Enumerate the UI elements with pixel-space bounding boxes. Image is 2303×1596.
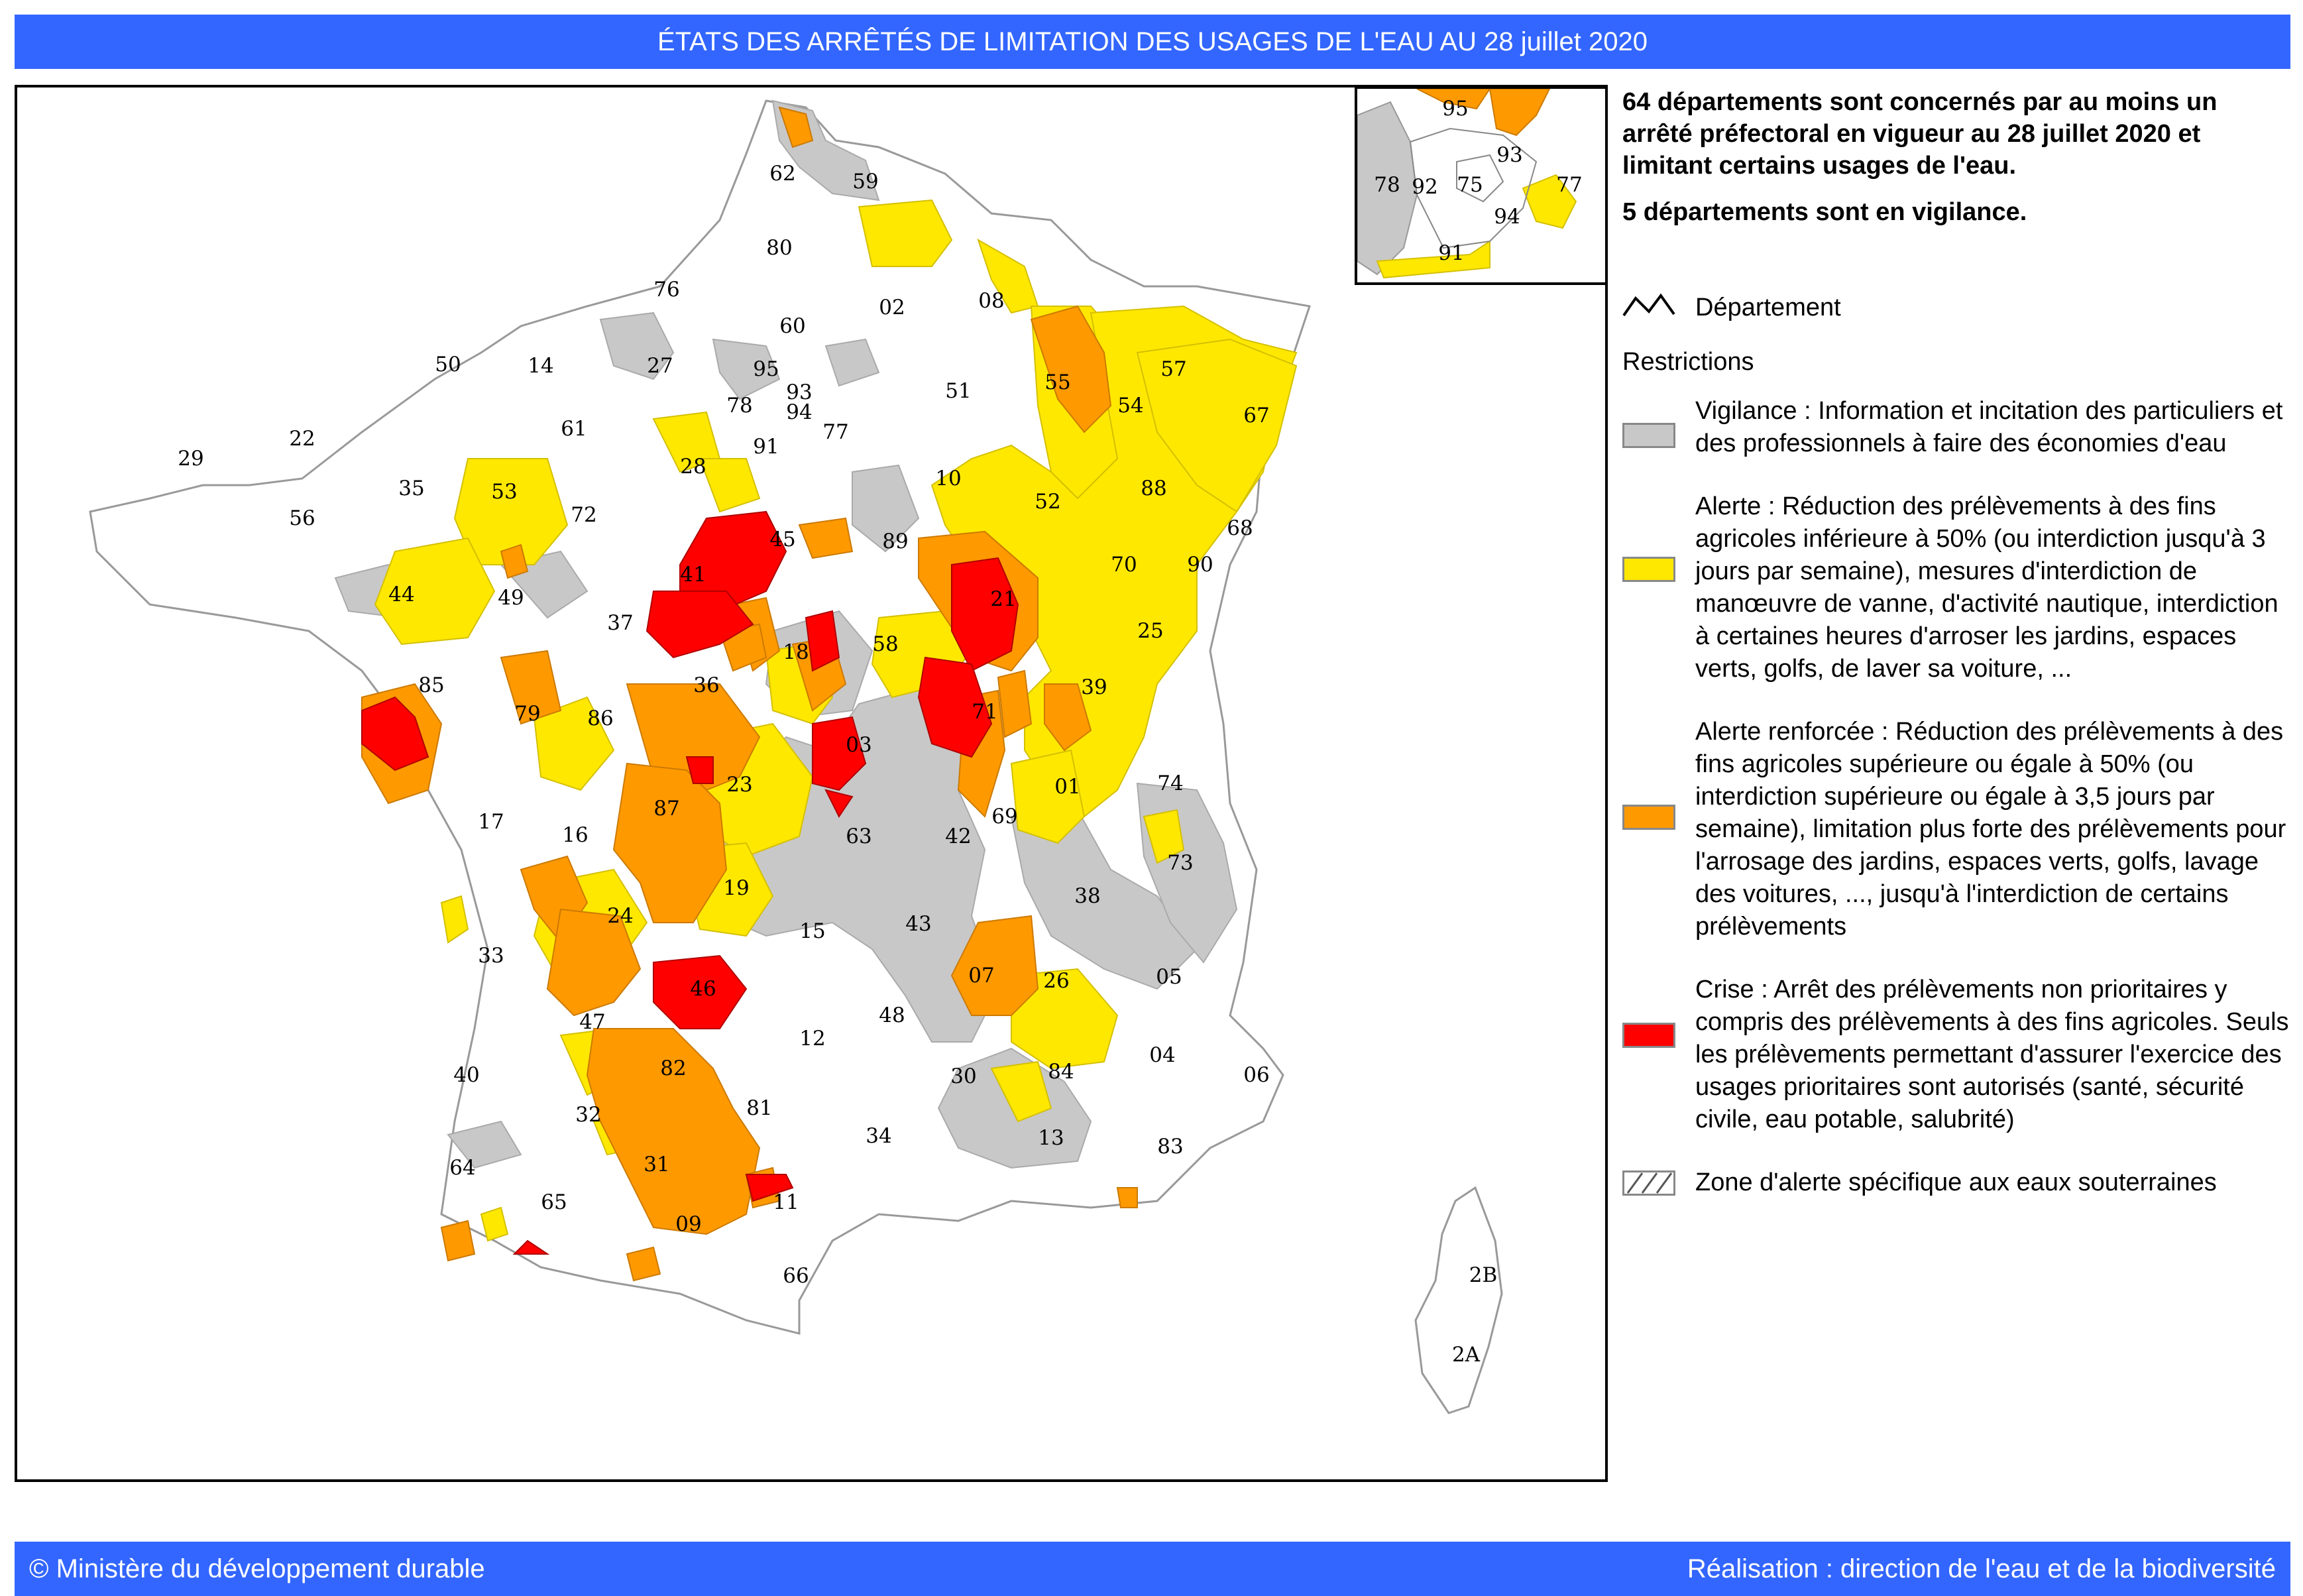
france-map — [17, 87, 1605, 1479]
dept-label: 76 — [653, 278, 680, 302]
dept-label: 60 — [779, 314, 806, 338]
dept-label: 35 — [398, 477, 425, 500]
dept-label: 13 — [1038, 1126, 1064, 1150]
dept-label: 12 — [799, 1027, 826, 1051]
dept-label: 28 — [680, 455, 706, 479]
dept-label: 80 — [766, 236, 793, 260]
dept-label: 57 — [1160, 357, 1187, 381]
dept-label: 11 — [773, 1190, 799, 1214]
dept-label: 25 — [1137, 619, 1164, 643]
dept-label: 66 — [783, 1264, 809, 1288]
dept-label: 52 — [1035, 490, 1061, 514]
dept-label: 43 — [905, 912, 932, 936]
map-title: ÉTATS DES ARRÊTÉS DE LIMITATION DES USAGES DE L'EAU AU 28 juillet 2020 — [657, 27, 1648, 56]
legend-item-alerte-renforcee — [1622, 716, 2292, 943]
legend-item-zone-souterraine — [1622, 1167, 2292, 1199]
legend-item-text: Vigilance : Information et incitation des particuliers et des professionnels à faire des économies d'eau — [1695, 397, 2283, 457]
title-bar — [15, 15, 2290, 69]
dept-label: 85 — [418, 673, 445, 697]
dept-label: 2A — [1451, 1343, 1481, 1367]
dept-label: 81 — [746, 1096, 773, 1120]
inset-dept-label: 93 — [1496, 143, 1523, 167]
dept-label: 19 — [723, 876, 750, 900]
dept-label: 07 — [968, 964, 995, 988]
dept-label: 73 — [1167, 851, 1194, 875]
dept-label: 56 — [289, 506, 315, 530]
dept-label: 26 — [1043, 969, 1070, 993]
hatched-swatch — [1622, 1170, 1675, 1196]
dept-label: 95 — [753, 357, 779, 381]
paris-inset — [1355, 86, 1608, 285]
dept-label: 77 — [822, 420, 849, 444]
vigilance-swatch — [1622, 423, 1675, 448]
dept-label: 71 — [972, 700, 998, 724]
dept-label: 31 — [644, 1153, 670, 1176]
dept-label: 27 — [647, 354, 673, 378]
dept-label: 94 — [786, 400, 813, 424]
dept-label: 16 — [562, 823, 589, 847]
dept-label: 23 — [726, 773, 753, 797]
dept-label: 18 — [783, 640, 809, 664]
dept-label: 46 — [690, 977, 716, 1001]
dept-label: 62 — [769, 162, 796, 186]
summary-concerned: 64 départements sont concernés par au moins un arrêté préfectoral en vigueur au 28 juillet 2020 et limitant certains usages de l'eau. — [1622, 88, 2218, 180]
dept-label: 06 — [1243, 1063, 1270, 1087]
legend-departement — [1622, 292, 2292, 324]
footer-bar — [15, 1542, 2290, 1596]
dept-label: 40 — [453, 1063, 480, 1087]
dept-label: 04 — [1149, 1043, 1176, 1067]
dept-label: 87 — [653, 797, 680, 821]
dept-label: 29 — [178, 447, 204, 471]
dept-label: 84 — [1048, 1060, 1074, 1084]
dept-label: 14 — [528, 354, 554, 378]
dept-label: 03 — [846, 733, 872, 757]
dept-label: 91 — [753, 435, 779, 459]
dept-label: 61 — [561, 417, 587, 441]
dept-label: 15 — [799, 919, 826, 943]
legend-item-text: Alerte : Réduction des prélèvements à des fins agricoles inférieure à 50% (ou interdiction jusqu'à 3 jours par semaine), mesures d'interdiction de manœuvre de vanne, d'activité nautique, interdiction à certaines heures d'arroser les jardins, espaces verts, golfs, de laver sa voiture, ... — [1695, 492, 2278, 683]
dept-label: 74 — [1157, 771, 1184, 795]
department-boundary-icon — [1622, 292, 1675, 318]
dept-label: 67 — [1243, 404, 1270, 428]
legend — [1622, 86, 2292, 1199]
dept-label: 02 — [879, 296, 905, 319]
dept-label: 41 — [680, 563, 706, 587]
dept-label: 08 — [978, 289, 1005, 313]
dept-label: 05 — [1156, 965, 1182, 989]
dept-label: 47 — [579, 1010, 606, 1034]
dept-label: 79 — [514, 702, 541, 726]
dept-label: 50 — [435, 353, 461, 376]
inset-dept-label: 75 — [1457, 173, 1483, 197]
inset-dept-label: 95 — [1442, 97, 1469, 121]
dept-label: 88 — [1141, 477, 1167, 500]
dept-label: 10 — [935, 467, 962, 490]
dept-label: 34 — [866, 1124, 892, 1148]
footer-copyright: © Ministère du développement durable — [29, 1554, 485, 1583]
dept-label: 36 — [693, 673, 720, 697]
dept-label: 33 — [478, 944, 504, 968]
legend-item-crise — [1622, 974, 2292, 1136]
dept-label: 83 — [1157, 1135, 1184, 1159]
dept-label: 90 — [1187, 553, 1213, 577]
dept-label: 30 — [950, 1064, 977, 1088]
dept-label: 93 — [786, 380, 813, 404]
dept-label: 09 — [675, 1212, 702, 1236]
corsica-outline — [1416, 1188, 1502, 1413]
legend-item-text: Zone d'alerte spécifique aux eaux souterraines — [1695, 1168, 2217, 1196]
dept-label: 51 — [945, 379, 972, 403]
inset-dept-label: 78 — [1374, 173, 1400, 197]
dept-label: 2B — [1469, 1263, 1498, 1287]
dept-label: 22 — [289, 427, 315, 451]
legend-restrictions-heading: Restrictions — [1622, 348, 1754, 376]
alerte-renforcee-swatch — [1622, 805, 1675, 830]
dept-label: 65 — [541, 1190, 567, 1214]
legend-item-alerte — [1622, 490, 2292, 685]
dept-label: 69 — [991, 805, 1018, 828]
dept-label: 58 — [872, 632, 899, 656]
dept-label: 64 — [449, 1156, 476, 1180]
dept-label: 42 — [945, 825, 972, 848]
dept-label: 54 — [1117, 394, 1144, 418]
legend-item-vigilance — [1622, 395, 2292, 460]
inset-dept-label: 94 — [1494, 205, 1520, 229]
dept-label: 89 — [882, 530, 909, 553]
footer-credit: Réalisation : direction de l'eau et de la biodiversité — [1687, 1554, 2276, 1583]
dept-label: 78 — [726, 394, 753, 418]
paris-inset-map — [1357, 89, 1605, 282]
dept-label: 39 — [1081, 675, 1107, 699]
dept-label: 55 — [1044, 370, 1071, 394]
dept-label: 01 — [1054, 775, 1081, 799]
dept-label: 45 — [769, 528, 796, 551]
dept-label: 59 — [852, 170, 879, 194]
legend-item-text: Alerte renforcée : Réduction des prélèvements à des fins agricoles supérieure ou égale à 50% (ou interdiction supérieure ou égale à 3,5 jours par semaine), limitation plus forte des prélèvements pour l'arrosage des jardins, espaces verts, golfs, lavage des voitures, ..., jusqu'à l'interdiction de certains prélèvements — [1695, 718, 2286, 940]
legend-item-text: Crise : Arrêt des prélèvements non prioritaires y compris des prélèvements à des fins agricoles. Seuls les prélèvements permettant d'assurer l'exercice des usages prioritaires sont autorisés (santé, sécurité civile, eau potable, salubrité) — [1695, 976, 2289, 1133]
dept-label: 72 — [571, 503, 597, 527]
dept-label: 49 — [498, 586, 524, 610]
crise-swatch — [1622, 1023, 1675, 1048]
dept-label: 82 — [660, 1056, 687, 1080]
summary-vigilance: 5 départements sont en vigilance. — [1622, 198, 2027, 226]
dept-label: 53 — [491, 480, 518, 504]
inset-dept-label: 77 — [1556, 173, 1583, 197]
dept-label: 63 — [846, 825, 872, 848]
dept-label: 44 — [388, 583, 415, 606]
dept-label: 86 — [587, 707, 614, 730]
alerte-swatch — [1622, 557, 1675, 582]
dept-label: 24 — [607, 904, 634, 928]
dept-label: 17 — [478, 810, 504, 834]
dept-label: 70 — [1111, 553, 1137, 577]
legend-departement-label: Département — [1695, 294, 1841, 321]
inset-dept-label: 92 — [1412, 175, 1438, 199]
dept-label: 32 — [575, 1103, 602, 1127]
dept-label: 37 — [607, 611, 634, 635]
dept-label: 68 — [1227, 516, 1253, 540]
map-frame — [15, 85, 1608, 1482]
dept-label: 21 — [990, 587, 1017, 611]
inset-dept-label: 91 — [1438, 241, 1465, 265]
dept-label: 48 — [879, 1003, 905, 1027]
dept-label: 38 — [1074, 884, 1101, 908]
